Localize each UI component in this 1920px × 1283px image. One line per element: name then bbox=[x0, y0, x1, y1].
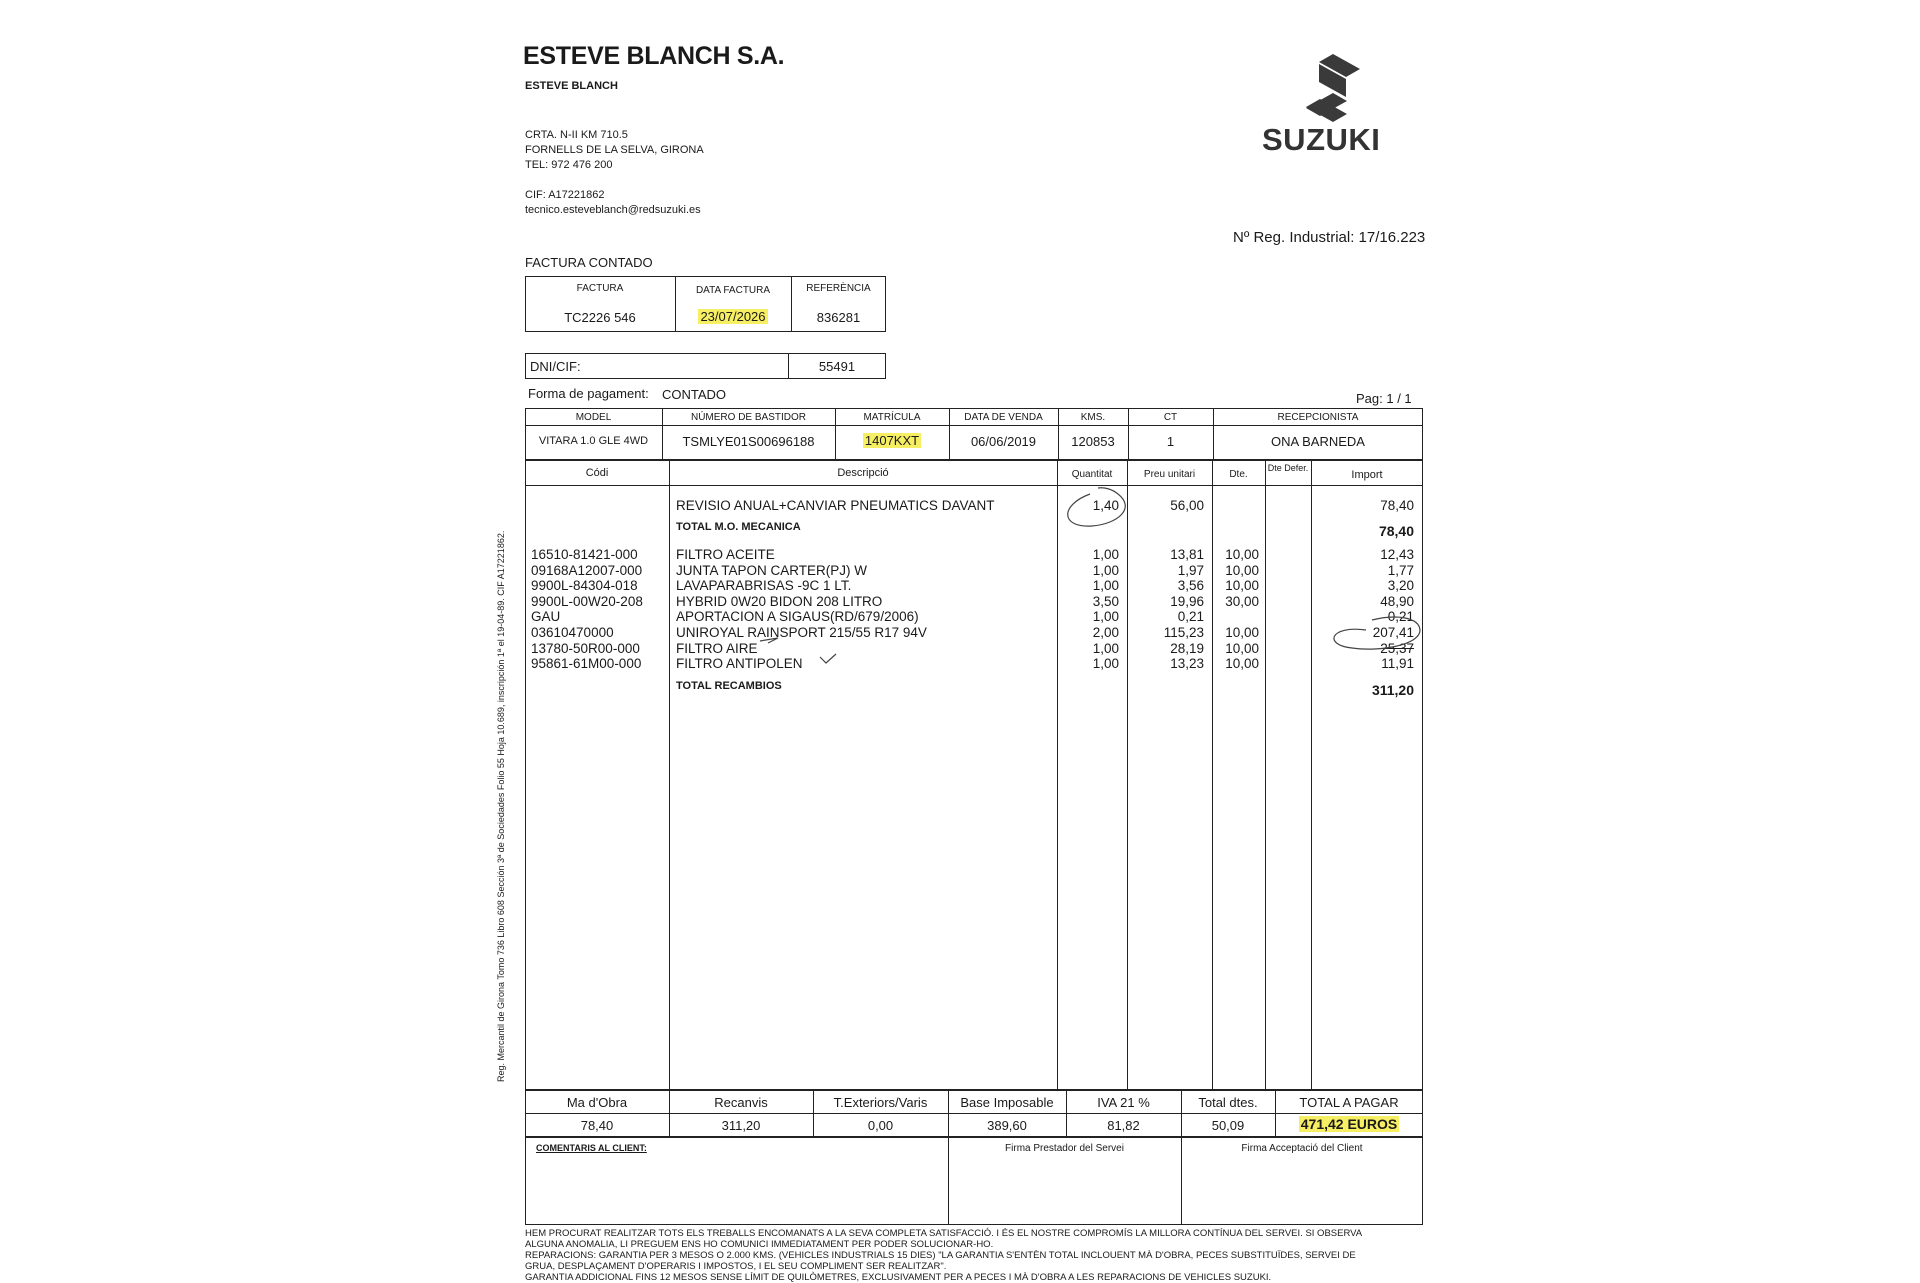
table-row bbox=[0, 578, 1920, 594]
item-discount: 10,00 bbox=[1225, 625, 1259, 640]
item-amount: 48,90 bbox=[1380, 593, 1414, 609]
company-phone: TEL: 972 476 200 bbox=[525, 159, 613, 171]
summary-vat: 81,82 bbox=[1107, 1118, 1140, 1133]
vehicle-header-model: MODEL bbox=[575, 412, 612, 423]
reg-industrial: Nº Reg. Industrial: 17/16.223 bbox=[1233, 229, 1426, 246]
suzuki-logo-icon bbox=[1300, 52, 1366, 124]
company-address-line2: FORNELLS DE LA SELVA, GIRONA bbox=[525, 144, 704, 156]
item-amount: 12,43 bbox=[1380, 547, 1414, 562]
summary-header-tax-base: Base Imposable bbox=[960, 1095, 1054, 1110]
table-row bbox=[0, 625, 1920, 641]
item-quantity: 1,00 bbox=[1092, 656, 1119, 672]
invoice-date: 23/07/2026 bbox=[700, 309, 766, 324]
table-row bbox=[0, 498, 1920, 514]
provider-signature-label: Firma Prestador del Servei bbox=[1005, 1143, 1124, 1154]
items-header-deferred-discount: Dte Defer. bbox=[1267, 463, 1309, 473]
item-description: HYBRID 0W20 BIDON 208 LITRO bbox=[676, 593, 883, 609]
item-amount: 11,91 bbox=[1381, 656, 1414, 672]
item-unit-price: 3,56 bbox=[1177, 578, 1204, 594]
item-unit-price: 115,23 bbox=[1163, 625, 1204, 640]
company-subname: ESTEVE BLANCH bbox=[525, 80, 618, 92]
item-amount: 0,21 bbox=[1387, 609, 1414, 625]
comments-label: COMENTARIS AL CLIENT: bbox=[536, 1143, 647, 1153]
footer-line: GRUA, DESPLAÇAMENT D'OPERARIS I IMPOSTOS, I EL SEU COMPLIMENT SER REALITZAR". bbox=[525, 1261, 947, 1272]
labour-total-label: TOTAL M.O. MECANICA bbox=[676, 521, 801, 533]
item-quantity: 1,00 bbox=[1092, 640, 1119, 656]
footer-line: ALGUNA ANOMALIA, LI PREGUEM ENS HO COMUNICI IMMEDIATAMENT PER PODER SOLUCIONAR-HO. bbox=[525, 1239, 994, 1250]
vehicle-receptionist: ONA BARNEDA bbox=[1271, 434, 1365, 449]
labour-total: 78,40 bbox=[1378, 523, 1414, 539]
items-header-unit-price: Preu unitari bbox=[1143, 469, 1196, 480]
summary-header-parts: Recanvis bbox=[714, 1095, 768, 1110]
client-signature-label: Firma Acceptació del Client bbox=[1241, 1143, 1363, 1154]
invoice-number-label: FACTURA bbox=[576, 283, 624, 294]
item-description: REVISIO ANUAL+CANVIAR PNEUMATICS DAVANT bbox=[676, 498, 995, 513]
dni-label: DNI/CIF: bbox=[530, 359, 581, 374]
items-header-description: Descripció bbox=[837, 467, 889, 479]
vehicle-ct: 1 bbox=[1166, 434, 1175, 449]
footer-line: HEM PROCURAT REALITZAR TOTS ELS TREBALLS ENCOMANATS A LA SEVA COMPLETA SATISFACCIÓ. I ÉS EL NOSTRE COMPROMÍS LA MILLORA CONTÍNUA DEL SERVEI. SI OBSERVA bbox=[525, 1228, 1363, 1239]
item-code: 9900L-84304-018 bbox=[531, 578, 638, 594]
brand-name: SUZUKI bbox=[1262, 122, 1381, 157]
summary-header-total: TOTAL A PAGAR bbox=[1299, 1095, 1399, 1110]
item-description: JUNTA TAPON CARTER(PJ) W bbox=[676, 562, 868, 578]
item-quantity: 3,50 bbox=[1092, 593, 1119, 609]
item-quantity: 1,00 bbox=[1092, 578, 1119, 594]
invoice-reference: 836281 bbox=[816, 310, 861, 325]
parts-total-label: TOTAL RECAMBIOS bbox=[676, 680, 782, 692]
vehicle-header-ct: CT bbox=[1163, 412, 1178, 423]
vehicle-vin: TSMLYE01S00696188 bbox=[682, 434, 815, 449]
footer-line: REPARACIONS: GARANTIA PER 3 MESOS O 2.000 KMS. (VEHICLES INDUSTRIALS 15 DIES) "LA GARANTIA S'ENTÈN TOTAL INCLOUENT MÀ D'OBRA, PECES SUBSTITUÏDES, SERVEI DE bbox=[525, 1250, 1356, 1261]
item-code: 16510-81421-000 bbox=[531, 547, 638, 562]
vehicle-header-receptionist: RECEPCIONISTA bbox=[1277, 412, 1359, 423]
item-quantity: 1,00 bbox=[1092, 562, 1119, 578]
summary-total: 471,42 EUROS bbox=[1300, 1116, 1398, 1132]
company-cif: CIF: A17221862 bbox=[525, 189, 605, 201]
item-unit-price: 1,97 bbox=[1177, 562, 1204, 578]
vehicle-header-sale-date: DATA DE VENDA bbox=[964, 412, 1043, 423]
parts-total: 311,20 bbox=[1371, 682, 1414, 698]
item-quantity: 1,00 bbox=[1092, 609, 1119, 625]
table-row bbox=[0, 656, 1920, 672]
vehicle-kms: 120853 bbox=[1071, 434, 1115, 449]
vehicle-sale-date: 06/06/2019 bbox=[970, 434, 1037, 449]
invoice-date-label: DATA FACTURA bbox=[695, 285, 771, 296]
item-amount: 78,40 bbox=[1380, 498, 1414, 513]
summary-discounts: 50,09 bbox=[1211, 1118, 1245, 1133]
vehicle-plate: 1407KXT bbox=[864, 433, 920, 448]
table-row bbox=[0, 641, 1920, 657]
summary-header-labour: Ma d'Obra bbox=[566, 1095, 628, 1110]
item-amount: 25,37 bbox=[1380, 640, 1414, 656]
item-discount: 10,00 bbox=[1225, 562, 1259, 578]
item-code: 13780-50R00-000 bbox=[531, 640, 640, 656]
item-description: UNIROYAL RAINSPORT 215/55 R17 94V bbox=[676, 625, 927, 640]
dni-value: 55491 bbox=[818, 359, 856, 374]
item-unit-price: 13,81 bbox=[1170, 547, 1204, 562]
item-code: 09168A12007-000 bbox=[531, 562, 643, 578]
invoice-number: TC2226 546 bbox=[564, 310, 636, 325]
item-amount: 207,41 bbox=[1372, 625, 1414, 640]
item-unit-price: 28,19 bbox=[1170, 640, 1204, 656]
vehicle-header-plate: MATRÍCULA bbox=[863, 412, 921, 423]
invoice-reference-label: REFERÈNCIA bbox=[806, 283, 871, 294]
vehicle-header-vin: NÚMERO DE BASTIDOR bbox=[690, 412, 806, 423]
item-description: APORTACION A SIGAUS(RD/679/2006) bbox=[676, 609, 919, 625]
payment-label: Forma de pagament: bbox=[528, 386, 649, 401]
company-name: ESTEVE BLANCH S.A. bbox=[523, 42, 785, 70]
table-row bbox=[0, 609, 1920, 625]
vehicle-model: VITARA 1.0 GLE 4WD bbox=[538, 435, 649, 447]
table-row bbox=[0, 594, 1920, 610]
payment-method: CONTADO bbox=[662, 387, 727, 402]
items-header-quantity: Quantitat bbox=[1071, 469, 1113, 480]
summary-header-discounts: Total dtes. bbox=[1198, 1095, 1258, 1110]
item-unit-price: 19,96 bbox=[1170, 593, 1204, 609]
invoice-type: FACTURA CONTADO bbox=[525, 255, 653, 270]
table-row bbox=[0, 547, 1920, 563]
summary-labour: 78,40 bbox=[580, 1118, 614, 1133]
item-code: 03610470000 bbox=[531, 625, 614, 640]
company-email: tecnico.esteveblanch@redsuzuki.es bbox=[525, 204, 701, 216]
item-description: LAVAPARABRISAS -9C 1 LT. bbox=[676, 578, 852, 594]
item-quantity: 2,00 bbox=[1092, 625, 1119, 640]
item-unit-price: 56,00 bbox=[1170, 498, 1204, 513]
table-row bbox=[0, 563, 1920, 579]
summary-header-external: T.Exteriors/Varis bbox=[833, 1095, 928, 1110]
item-discount: 10,00 bbox=[1225, 578, 1259, 594]
item-description: FILTRO ANTIPOLEN bbox=[676, 656, 803, 672]
item-discount: 10,00 bbox=[1225, 656, 1259, 672]
item-description: FILTRO ACEITE bbox=[676, 547, 775, 562]
vehicle-header-kms: KMS. bbox=[1080, 412, 1106, 423]
item-code: 95861-61M00-000 bbox=[531, 656, 642, 672]
item-discount: 10,00 bbox=[1225, 547, 1259, 562]
items-header-code: Códi bbox=[585, 467, 609, 479]
item-code: GAU bbox=[531, 609, 561, 625]
item-unit-price: 13,23 bbox=[1170, 656, 1204, 672]
items-header-discount: Dte. bbox=[1229, 469, 1248, 480]
registry-side-text: Reg. Mercantil de Girona Tomo 736 Libro 608 Sección 3ª de Sociedades Folio 55 Hoja 10.689, inscripción 1ª el 19-04-89. CIF A17221862. bbox=[496, 530, 506, 1082]
item-amount: 1,77 bbox=[1387, 562, 1414, 578]
company-address-line1: CRTA. N-II KM 710.5 bbox=[525, 129, 628, 141]
page-number: Pag: 1 / 1 bbox=[1356, 391, 1412, 406]
item-quantity: 1,40 bbox=[1092, 498, 1119, 513]
item-unit-price: 0,21 bbox=[1177, 609, 1204, 625]
item-amount: 3,20 bbox=[1387, 578, 1414, 594]
item-discount: 30,00 bbox=[1225, 593, 1259, 609]
summary-tax-base: 389,60 bbox=[987, 1118, 1027, 1133]
footer-line: GARANTIA ADDICIONAL FINS 12 MESOS SENSE LÍMIT DE QUILÒMETRES, EXCLUSIVAMENT PER A PECES I MÀ D'OBRA A LES REPARACIONS DE VEHICLES SUZUKI. bbox=[525, 1272, 1272, 1283]
item-quantity: 1,00 bbox=[1092, 547, 1119, 562]
summary-parts: 311,20 bbox=[721, 1118, 761, 1133]
items-header-amount: Import bbox=[1351, 469, 1383, 481]
item-code: 9900L-00W20-208 bbox=[531, 593, 643, 609]
item-description: FILTRO AIRE bbox=[676, 640, 758, 656]
item-discount: 10,00 bbox=[1225, 640, 1259, 656]
summary-header-vat: IVA 21 % bbox=[1097, 1095, 1150, 1110]
summary-external: 0,00 bbox=[867, 1118, 894, 1133]
